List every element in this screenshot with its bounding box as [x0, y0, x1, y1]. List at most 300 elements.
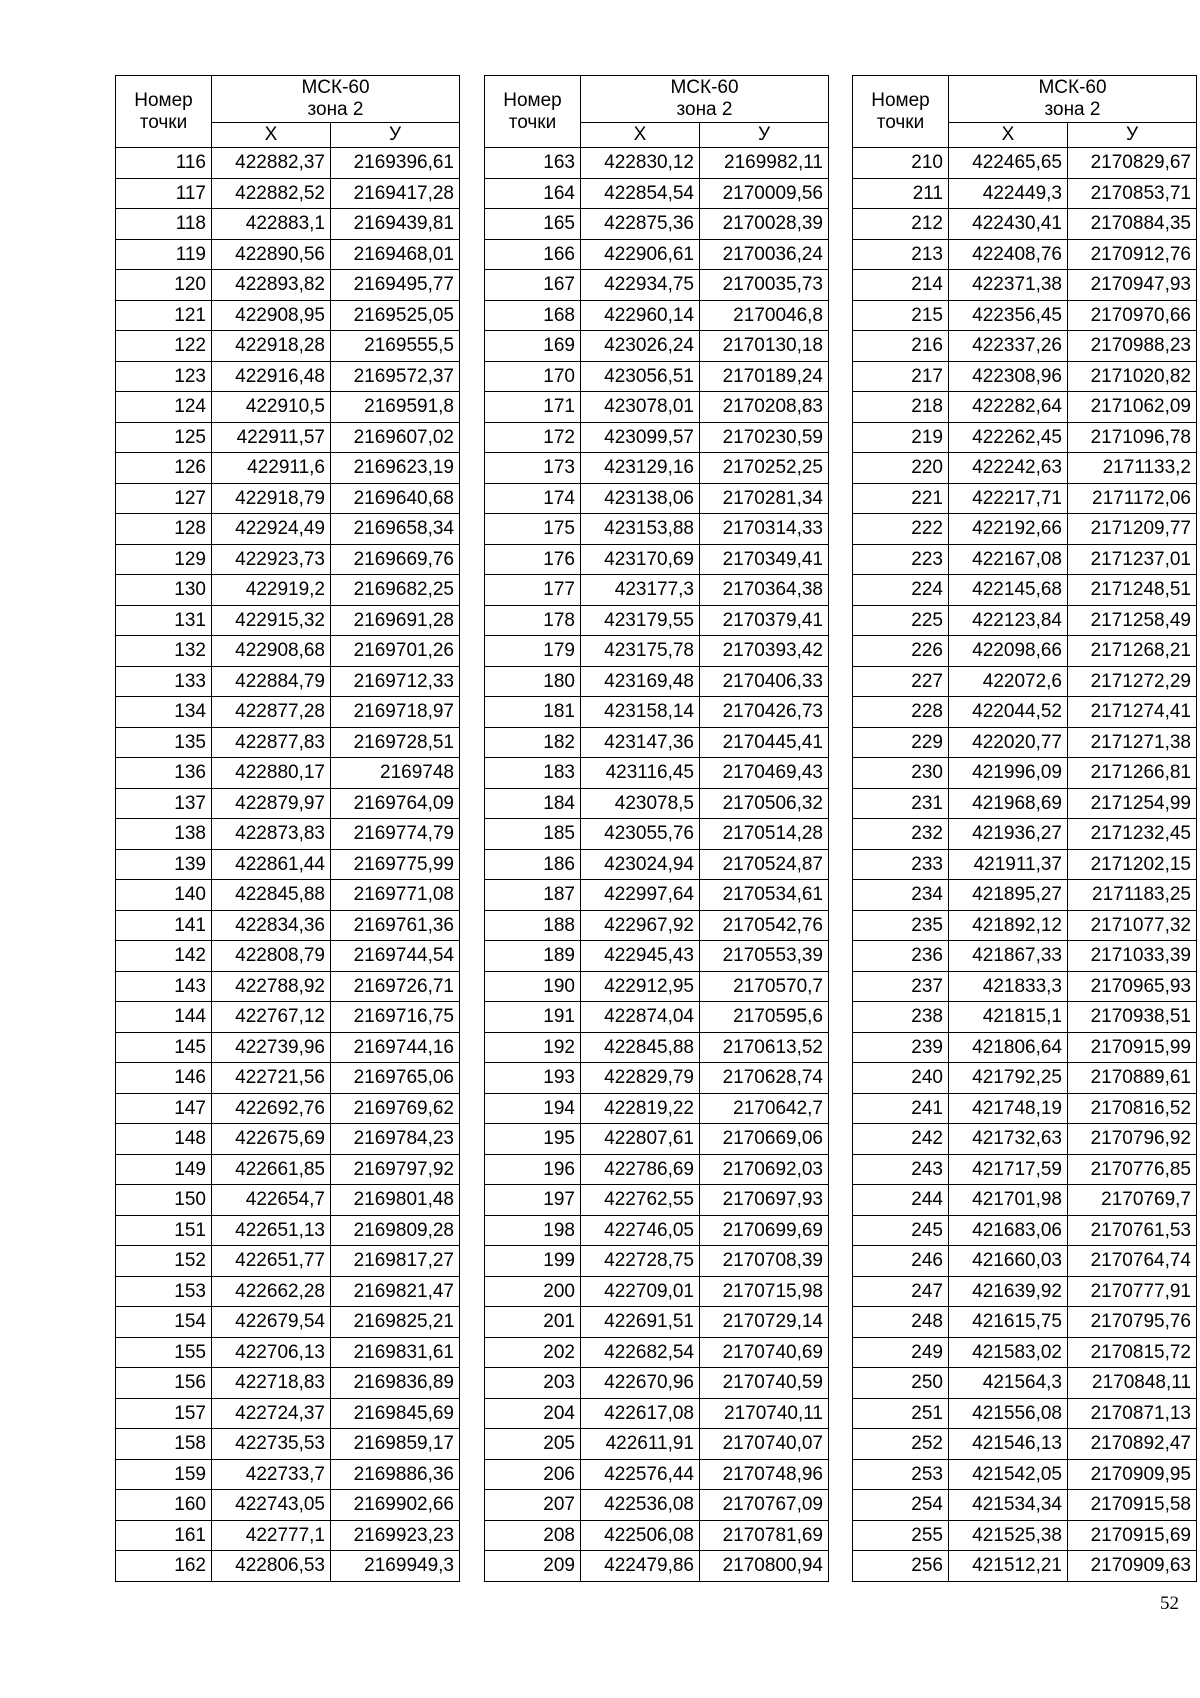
- x-coordinate-cell: 421815,1: [949, 1002, 1068, 1033]
- y-coordinate-cell: 2169748: [331, 758, 460, 789]
- x-coordinate-cell: 422877,28: [212, 697, 331, 728]
- point-number-cell: 166: [485, 239, 581, 270]
- y-coordinate-cell: 2169712,33: [331, 666, 460, 697]
- x-coordinate-cell: 421936,27: [949, 819, 1068, 850]
- point-number-cell: 151: [116, 1215, 212, 1246]
- y-coordinate-cell: 2170848,11: [1068, 1368, 1197, 1399]
- table-row: [485, 1032, 829, 1063]
- point-number-cell: 123: [116, 361, 212, 392]
- y-coordinate-cell: 2169764,09: [331, 788, 460, 819]
- table-row: [485, 514, 829, 545]
- point-number-cell: 196: [485, 1154, 581, 1185]
- table-row: [485, 270, 829, 301]
- point-number-cell: 140: [116, 880, 212, 911]
- y-coordinate-cell: 2170915,58: [1068, 1490, 1197, 1521]
- point-number-cell: 147: [116, 1093, 212, 1124]
- y-coordinate-cell: 2170947,93: [1068, 270, 1197, 301]
- point-number-cell: 179: [485, 636, 581, 667]
- y-coordinate-cell: 2171237,01: [1068, 544, 1197, 575]
- point-number-cell: 228: [853, 697, 949, 728]
- point-number-cell: 176: [485, 544, 581, 575]
- table-row: [853, 849, 1197, 880]
- x-coordinate-cell: 422706,13: [212, 1337, 331, 1368]
- table-row: [485, 1459, 829, 1490]
- table-row: [116, 819, 460, 850]
- y-coordinate-cell: 2171248,51: [1068, 575, 1197, 606]
- point-number-cell: 181: [485, 697, 581, 728]
- y-coordinate-cell: 2170697,93: [700, 1185, 829, 1216]
- table-row: [853, 331, 1197, 362]
- point-number-cell: 120: [116, 270, 212, 301]
- point-number-cell: 189: [485, 941, 581, 972]
- x-coordinate-cell: 423153,88: [581, 514, 700, 545]
- table-row: [485, 1337, 829, 1368]
- point-number-cell: 137: [116, 788, 212, 819]
- table-row: [485, 361, 829, 392]
- y-coordinate-cell: 2170767,09: [700, 1490, 829, 1521]
- table-row: [116, 1368, 460, 1399]
- y-coordinate-cell: 2171274,41: [1068, 697, 1197, 728]
- x-coordinate-cell: 422356,45: [949, 300, 1068, 331]
- x-coordinate-cell: 422651,13: [212, 1215, 331, 1246]
- y-coordinate-cell: 2170028,39: [700, 209, 829, 240]
- table-row: [853, 1368, 1197, 1399]
- table-row: [853, 1459, 1197, 1490]
- x-coordinate-cell: 422337,26: [949, 331, 1068, 362]
- x-coordinate-cell: 423170,69: [581, 544, 700, 575]
- table-row: [485, 178, 829, 209]
- y-coordinate-cell: 2170514,28: [700, 819, 829, 850]
- table-row: [485, 666, 829, 697]
- y-coordinate-cell: 2171266,81: [1068, 758, 1197, 789]
- point-number-cell: 251: [853, 1398, 949, 1429]
- x-coordinate-cell: 423147,36: [581, 727, 700, 758]
- point-number-cell: 216: [853, 331, 949, 362]
- x-coordinate-cell: 423138,06: [581, 483, 700, 514]
- point-number-cell: 163: [485, 148, 581, 179]
- table-row: [853, 1490, 1197, 1521]
- x-coordinate-cell: 421583,02: [949, 1337, 1068, 1368]
- x-coordinate-cell: 422728,75: [581, 1246, 700, 1277]
- point-number-cell: 155: [116, 1337, 212, 1368]
- x-coordinate-cell: 422123,84: [949, 605, 1068, 636]
- point-number-cell: 174: [485, 483, 581, 514]
- y-coordinate-cell: 2170130,18: [700, 331, 829, 362]
- x-coordinate-cell: 422479,86: [581, 1551, 700, 1582]
- table-row: [853, 1215, 1197, 1246]
- y-coordinate-cell: 2170364,38: [700, 575, 829, 606]
- x-coordinate-cell: 422861,44: [212, 849, 331, 880]
- y-coordinate-cell: 2169718,97: [331, 697, 460, 728]
- y-coordinate-cell: 2170729,14: [700, 1307, 829, 1338]
- y-coordinate-cell: 2170595,6: [700, 1002, 829, 1033]
- table-row: [116, 697, 460, 728]
- table-row: [853, 971, 1197, 1002]
- x-coordinate-cell: 422536,08: [581, 1490, 700, 1521]
- x-coordinate-cell: 421534,34: [949, 1490, 1068, 1521]
- x-coordinate-cell: 421895,27: [949, 880, 1068, 911]
- y-coordinate-cell: 2170669,06: [700, 1124, 829, 1155]
- point-number-cell: 201: [485, 1307, 581, 1338]
- point-number-cell: 168: [485, 300, 581, 331]
- table-row: [485, 1063, 829, 1094]
- y-coordinate-cell: 2169836,89: [331, 1368, 460, 1399]
- y-coordinate-cell: 2169982,11: [700, 148, 829, 179]
- point-number-cell: 145: [116, 1032, 212, 1063]
- header-point-number: Номер точки: [116, 76, 212, 148]
- x-coordinate-cell: 422910,5: [212, 392, 331, 423]
- table-row: [485, 483, 829, 514]
- table-row: [116, 1124, 460, 1155]
- table-row: [853, 1551, 1197, 1582]
- table-row: [853, 1398, 1197, 1429]
- table-row: [116, 1154, 460, 1185]
- point-number-cell: 122: [116, 331, 212, 362]
- y-coordinate-cell: 2170036,24: [700, 239, 829, 270]
- point-number-cell: 255: [853, 1520, 949, 1551]
- point-number-cell: 220: [853, 453, 949, 484]
- y-coordinate-cell: 2170469,43: [700, 758, 829, 789]
- table-row: [485, 209, 829, 240]
- y-coordinate-cell: 2171133,2: [1068, 453, 1197, 484]
- point-number-cell: 230: [853, 758, 949, 789]
- y-coordinate-cell: 2170534,61: [700, 880, 829, 911]
- page-number: 52: [1160, 1593, 1179, 1614]
- table-row: [116, 941, 460, 972]
- table-row: [485, 300, 829, 331]
- x-coordinate-cell: 422834,36: [212, 910, 331, 941]
- y-coordinate-cell: 2169658,34: [331, 514, 460, 545]
- header-coordinate-system: МСК-60 зона 2: [949, 76, 1197, 123]
- x-coordinate-cell: 423175,78: [581, 636, 700, 667]
- table-row: [485, 1307, 829, 1338]
- point-number-cell: 153: [116, 1276, 212, 1307]
- point-number-cell: 144: [116, 1002, 212, 1033]
- point-number-cell: 229: [853, 727, 949, 758]
- y-coordinate-cell: 2169821,47: [331, 1276, 460, 1307]
- coordinate-table-2: [484, 75, 829, 1582]
- point-number-cell: 212: [853, 209, 949, 240]
- y-coordinate-cell: 2169701,26: [331, 636, 460, 667]
- y-coordinate-cell: 2171202,15: [1068, 849, 1197, 880]
- y-coordinate-cell: 2170349,41: [700, 544, 829, 575]
- y-coordinate-cell: 2169774,79: [331, 819, 460, 850]
- table-row: [485, 697, 829, 728]
- table-row: [116, 300, 460, 331]
- table-row: [485, 1429, 829, 1460]
- y-coordinate-cell: 2170871,13: [1068, 1398, 1197, 1429]
- y-coordinate-cell: 2171209,77: [1068, 514, 1197, 545]
- table-row: [485, 971, 829, 1002]
- x-coordinate-cell: 422934,75: [581, 270, 700, 301]
- point-number-cell: 187: [485, 880, 581, 911]
- y-coordinate-cell: 2170748,96: [700, 1459, 829, 1490]
- y-coordinate-cell: 2170046,8: [700, 300, 829, 331]
- x-coordinate-cell: 422044,52: [949, 697, 1068, 728]
- x-coordinate-cell: 422915,32: [212, 605, 331, 636]
- point-number-cell: 131: [116, 605, 212, 636]
- x-coordinate-cell: 422721,56: [212, 1063, 331, 1094]
- coordinate-table-1: [115, 75, 460, 1582]
- x-coordinate-cell: 422762,55: [581, 1185, 700, 1216]
- x-coordinate-cell: 422733,7: [212, 1459, 331, 1490]
- point-number-cell: 136: [116, 758, 212, 789]
- point-number-cell: 247: [853, 1276, 949, 1307]
- y-coordinate-cell: 2171062,09: [1068, 392, 1197, 423]
- x-coordinate-cell: 422651,77: [212, 1246, 331, 1277]
- x-coordinate-cell: 422786,69: [581, 1154, 700, 1185]
- x-coordinate-cell: 421806,64: [949, 1032, 1068, 1063]
- table-row: [853, 1032, 1197, 1063]
- point-number-cell: 246: [853, 1246, 949, 1277]
- point-number-cell: 194: [485, 1093, 581, 1124]
- point-number-cell: 116: [116, 148, 212, 179]
- point-number-cell: 127: [116, 483, 212, 514]
- x-coordinate-cell: 423177,3: [581, 575, 700, 606]
- point-number-cell: 195: [485, 1124, 581, 1155]
- x-coordinate-cell: 422884,79: [212, 666, 331, 697]
- x-coordinate-cell: 422911,6: [212, 453, 331, 484]
- point-number-cell: 133: [116, 666, 212, 697]
- x-coordinate-cell: 423179,55: [581, 605, 700, 636]
- x-coordinate-cell: 422145,68: [949, 575, 1068, 606]
- x-coordinate-cell: 422845,88: [581, 1032, 700, 1063]
- table-row: [485, 788, 829, 819]
- point-number-cell: 130: [116, 575, 212, 606]
- x-coordinate-cell: 422777,1: [212, 1520, 331, 1551]
- table-row: [853, 483, 1197, 514]
- y-coordinate-cell: 2170379,41: [700, 605, 829, 636]
- x-coordinate-cell: 422919,2: [212, 575, 331, 606]
- y-coordinate-cell: 2171020,82: [1068, 361, 1197, 392]
- point-number-cell: 139: [116, 849, 212, 880]
- x-coordinate-cell: 422873,83: [212, 819, 331, 850]
- y-coordinate-cell: 2169769,62: [331, 1093, 460, 1124]
- x-coordinate-cell: 422829,79: [581, 1063, 700, 1094]
- x-coordinate-cell: 423078,01: [581, 392, 700, 423]
- table-row: [853, 666, 1197, 697]
- x-coordinate-cell: 422908,68: [212, 636, 331, 667]
- x-coordinate-cell: 422371,38: [949, 270, 1068, 301]
- point-number-cell: 152: [116, 1246, 212, 1277]
- point-number-cell: 213: [853, 239, 949, 270]
- y-coordinate-cell: 2169591,8: [331, 392, 460, 423]
- y-coordinate-cell: 2170692,03: [700, 1154, 829, 1185]
- y-coordinate-cell: 2170715,98: [700, 1276, 829, 1307]
- y-coordinate-cell: 2170909,63: [1068, 1551, 1197, 1582]
- header-point-number: Номер точки: [485, 76, 581, 148]
- point-number-cell: 169: [485, 331, 581, 362]
- y-coordinate-cell: 2169784,23: [331, 1124, 460, 1155]
- y-coordinate-cell: 2169716,75: [331, 1002, 460, 1033]
- point-number-cell: 128: [116, 514, 212, 545]
- point-number-cell: 218: [853, 392, 949, 423]
- y-coordinate-cell: 2169417,28: [331, 178, 460, 209]
- x-coordinate-cell: 423116,45: [581, 758, 700, 789]
- point-number-cell: 177: [485, 575, 581, 606]
- x-coordinate-cell: 422882,52: [212, 178, 331, 209]
- x-coordinate-cell: 423024,94: [581, 849, 700, 880]
- table-row: [853, 178, 1197, 209]
- table-row: [116, 331, 460, 362]
- table-row: [116, 453, 460, 484]
- table-row: [853, 636, 1197, 667]
- x-coordinate-cell: 422308,96: [949, 361, 1068, 392]
- y-coordinate-cell: 2170009,56: [700, 178, 829, 209]
- x-coordinate-cell: 422854,54: [581, 178, 700, 209]
- y-coordinate-cell: 2170740,11: [700, 1398, 829, 1429]
- table-row: [485, 1002, 829, 1033]
- point-number-cell: 232: [853, 819, 949, 850]
- point-number-cell: 117: [116, 178, 212, 209]
- y-coordinate-cell: 2171271,38: [1068, 727, 1197, 758]
- y-coordinate-cell: 2169831,61: [331, 1337, 460, 1368]
- table-row: [485, 819, 829, 850]
- y-coordinate-cell: 2169845,69: [331, 1398, 460, 1429]
- table-row: [116, 758, 460, 789]
- x-coordinate-cell: 422883,1: [212, 209, 331, 240]
- point-number-cell: 217: [853, 361, 949, 392]
- point-number-cell: 118: [116, 209, 212, 240]
- x-coordinate-cell: 421732,63: [949, 1124, 1068, 1155]
- y-coordinate-cell: 2169439,81: [331, 209, 460, 240]
- y-coordinate-cell: 2170764,74: [1068, 1246, 1197, 1277]
- y-coordinate-cell: 2169728,51: [331, 727, 460, 758]
- x-coordinate-cell: 422874,04: [581, 1002, 700, 1033]
- header-point-number: Номер точки: [853, 76, 949, 148]
- table-row: [485, 239, 829, 270]
- table-row: [853, 1093, 1197, 1124]
- x-coordinate-cell: 421556,08: [949, 1398, 1068, 1429]
- table-row: [485, 1185, 829, 1216]
- y-coordinate-cell: 2169555,5: [331, 331, 460, 362]
- y-coordinate-cell: 2170938,51: [1068, 1002, 1197, 1033]
- x-coordinate-cell: 422916,48: [212, 361, 331, 392]
- point-number-cell: 233: [853, 849, 949, 880]
- x-coordinate-cell: 422735,53: [212, 1429, 331, 1460]
- point-number-cell: 210: [853, 148, 949, 179]
- y-coordinate-cell: 2170314,33: [700, 514, 829, 545]
- table-row: [116, 971, 460, 1002]
- table-row: [853, 605, 1197, 636]
- x-coordinate-cell: 422893,82: [212, 270, 331, 301]
- y-coordinate-cell: 2169495,77: [331, 270, 460, 301]
- table-row: [116, 209, 460, 240]
- point-number-cell: 138: [116, 819, 212, 850]
- table-row: [485, 1551, 829, 1582]
- y-coordinate-cell: 2170800,94: [700, 1551, 829, 1582]
- table-row: [116, 1032, 460, 1063]
- point-number-cell: 243: [853, 1154, 949, 1185]
- point-number-cell: 180: [485, 666, 581, 697]
- point-number-cell: 157: [116, 1398, 212, 1429]
- y-coordinate-cell: 2169744,54: [331, 941, 460, 972]
- point-number-cell: 249: [853, 1337, 949, 1368]
- point-number-cell: 141: [116, 910, 212, 941]
- x-coordinate-cell: 421892,12: [949, 910, 1068, 941]
- x-coordinate-cell: 422617,08: [581, 1398, 700, 1429]
- point-number-cell: 215: [853, 300, 949, 331]
- point-number-cell: 129: [116, 544, 212, 575]
- table-row: [485, 1520, 829, 1551]
- table-row: [116, 666, 460, 697]
- point-number-cell: 167: [485, 270, 581, 301]
- header-x: Х: [581, 123, 700, 148]
- table-row: [485, 1490, 829, 1521]
- y-coordinate-cell: 2170699,69: [700, 1215, 829, 1246]
- x-coordinate-cell: 422767,12: [212, 1002, 331, 1033]
- table-row: [116, 1429, 460, 1460]
- x-coordinate-cell: 422430,41: [949, 209, 1068, 240]
- point-number-cell: 190: [485, 971, 581, 1002]
- point-number-cell: 253: [853, 1459, 949, 1490]
- table-row: [853, 910, 1197, 941]
- point-number-cell: 184: [485, 788, 581, 819]
- point-number-cell: 200: [485, 1276, 581, 1307]
- x-coordinate-cell: 421639,92: [949, 1276, 1068, 1307]
- point-number-cell: 237: [853, 971, 949, 1002]
- point-number-cell: 224: [853, 575, 949, 606]
- point-number-cell: 125: [116, 422, 212, 453]
- point-number-cell: 254: [853, 1490, 949, 1521]
- point-number-cell: 159: [116, 1459, 212, 1490]
- x-coordinate-cell: 422662,28: [212, 1276, 331, 1307]
- point-number-cell: 142: [116, 941, 212, 972]
- y-coordinate-cell: 2170230,59: [700, 422, 829, 453]
- x-coordinate-cell: 422611,91: [581, 1429, 700, 1460]
- point-number-cell: 156: [116, 1368, 212, 1399]
- y-coordinate-cell: 2169902,66: [331, 1490, 460, 1521]
- y-coordinate-cell: 2170769,7: [1068, 1185, 1197, 1216]
- y-coordinate-cell: 2170915,99: [1068, 1032, 1197, 1063]
- table-row: [116, 422, 460, 453]
- point-number-cell: 126: [116, 453, 212, 484]
- point-number-cell: 256: [853, 1551, 949, 1582]
- table-row: [116, 1307, 460, 1338]
- table-row: [116, 1398, 460, 1429]
- y-coordinate-cell: 2170035,73: [700, 270, 829, 301]
- x-coordinate-cell: 422746,05: [581, 1215, 700, 1246]
- y-coordinate-cell: 2170542,76: [700, 910, 829, 941]
- x-coordinate-cell: 422807,61: [581, 1124, 700, 1155]
- table-row: [116, 392, 460, 423]
- point-number-cell: 132: [116, 636, 212, 667]
- table-row: [853, 941, 1197, 972]
- y-coordinate-cell: 2169682,25: [331, 575, 460, 606]
- table-row: [485, 1093, 829, 1124]
- x-coordinate-cell: 422960,14: [581, 300, 700, 331]
- table-row: [116, 148, 460, 179]
- table-row: [853, 1154, 1197, 1185]
- point-number-cell: 226: [853, 636, 949, 667]
- table-row: [116, 178, 460, 209]
- x-coordinate-cell: 422819,22: [581, 1093, 700, 1124]
- table-row: [116, 1246, 460, 1277]
- point-number-cell: 164: [485, 178, 581, 209]
- x-coordinate-cell: 421701,98: [949, 1185, 1068, 1216]
- table-row: [116, 605, 460, 636]
- y-coordinate-cell: 2170281,34: [700, 483, 829, 514]
- table-row: [116, 910, 460, 941]
- header-y: У: [700, 123, 829, 148]
- table-row: [116, 1520, 460, 1551]
- y-coordinate-cell: 2169797,92: [331, 1154, 460, 1185]
- point-number-cell: 250: [853, 1368, 949, 1399]
- point-number-cell: 203: [485, 1368, 581, 1399]
- table-row: [853, 697, 1197, 728]
- y-coordinate-cell: 2171232,45: [1068, 819, 1197, 850]
- x-coordinate-cell: 422679,54: [212, 1307, 331, 1338]
